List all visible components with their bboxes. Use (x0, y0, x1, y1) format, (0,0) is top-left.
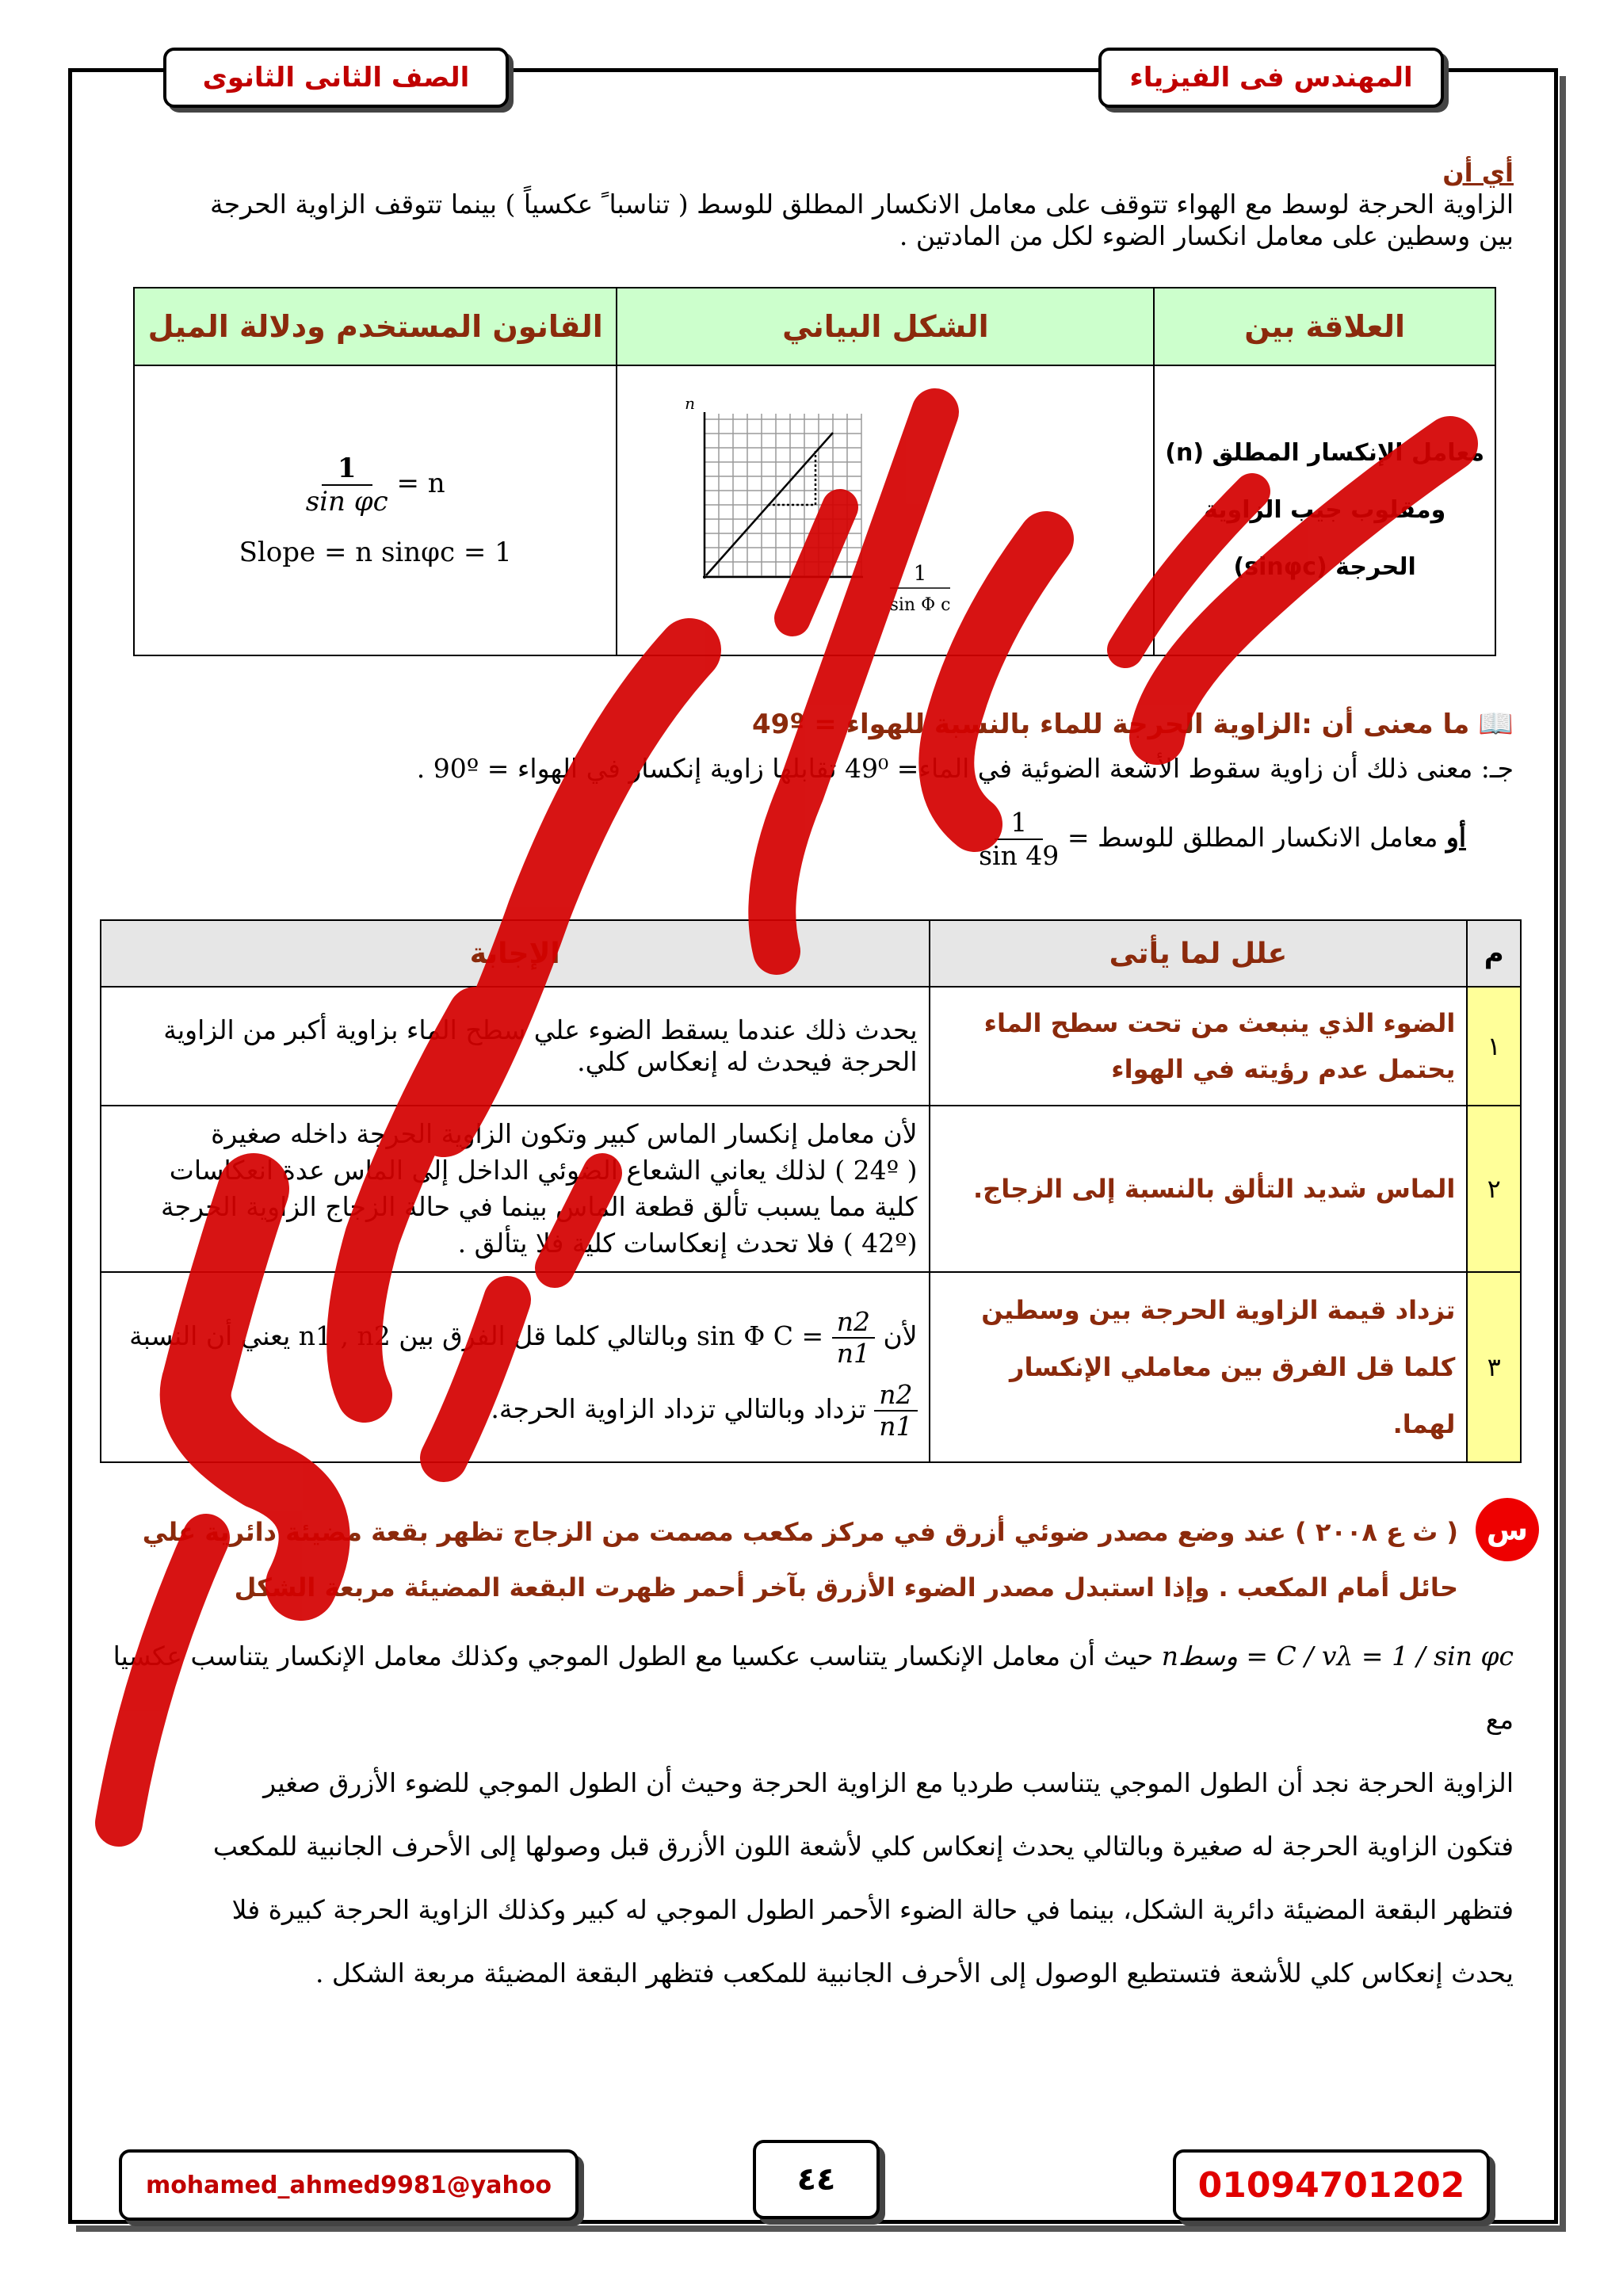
header-left-title: الصف الثانى الثانوى (163, 48, 509, 108)
reason-q-line: لهما. (1392, 1409, 1456, 1439)
law-cell (134, 365, 617, 655)
reason-a-frac-den: n1 (879, 1411, 913, 1442)
reason-a-sin-formula (697, 1293, 875, 1380)
reason-row-question (930, 1106, 1468, 1272)
reason-row-answer (101, 987, 930, 1106)
reason-a-frac-num: n2 (832, 1307, 875, 1339)
intro-label: أي أن (1442, 158, 1514, 188)
meaning-or-text: معامل الانكسار المطلق للوسط = (1067, 822, 1438, 853)
reason-a-line: (42º ) فلا تحدث إنعكاسات كلية فلا يتألق . (457, 1228, 918, 1259)
law-slope: Slope = n sinφc = 1 (239, 537, 512, 568)
reason-row (101, 1106, 1521, 1272)
meaning-or-den: sin 49 (979, 840, 1060, 871)
reason-row (101, 1272, 1521, 1462)
relation-header-law: القانون المستخدم ودلالة الميل (134, 288, 617, 365)
answer-line-4: فتظهر البقعة المضيئة دائرية الشكل، بينما في حالة الضوء الأحمر الطول الموجي له كبير وكذلك الزاوية الحرجة كبيرة فلا (231, 1894, 1514, 1925)
reason-a-line: ( 24º ) لذلك يعاني الشعاع الضوئي الداخل إلى الماس عدة انعكاسات (169, 1155, 918, 1186)
question-text (111, 1504, 1458, 1615)
meaning-question-text: ما معنى أن :الزاوية الحرجة للماء بالنسبة للهواء = 49º (751, 709, 1470, 740)
reason-a-line: كلية مما يسبب تألق قطعة الماس بينما في حالة الزجاج الزاوية الحرجة (160, 1191, 918, 1222)
reason-q-line: الضوء الذي ينبعث من تحت سطح الماء (983, 1008, 1456, 1038)
question-badge: س (1476, 1498, 1539, 1561)
reason-q-line: يحتمل عدم رؤيته في الهواء (1111, 1054, 1456, 1084)
book-icon: 📖 (1478, 708, 1514, 740)
header-right-title: المهندس فى الفيزياء (1098, 48, 1444, 108)
reason-a-formula-line (113, 1293, 918, 1380)
reason-row-num: ١ (1467, 987, 1521, 1106)
meaning-question (111, 707, 1514, 740)
relation-header-graph: الشكل البياني (617, 288, 1154, 365)
relation-header-relation: العلاقة بين (1154, 288, 1495, 365)
reason-header-answer: الإجابة (101, 920, 930, 987)
reason-a-line: لأن معامل إنكسار الماس كبير وتكون الزاوية الحرجة داخله صغيرة (211, 1118, 918, 1149)
answer-line-2: الزاوية الحرجة نجد أن الطول الموجي يتناسب طرديا مع الزاوية الحرجة وحيث أن الطول الموجي للضوء الأزرق صغير (263, 1767, 1514, 1798)
intro-line-1: الزاوية الحرجة لوسط مع الهواء تتوقف على معامل الانكسار المطلق للوسط ( تناسبا ً عكسياً ) بينما تتوقف الزاوية الحرجة (210, 189, 1514, 220)
reason-row-question (930, 1272, 1468, 1462)
graph-x-label-num: 1 (914, 562, 927, 586)
graph-x-label-den: sin Φ c (889, 595, 951, 615)
meaning-or-fraction (979, 807, 1059, 872)
intro-line-2: بين وسطين على معامل انكسار الضوء لكل من المادتين . (899, 220, 1514, 251)
relation-cell (1154, 365, 1495, 655)
meaning-answer: جـ: معنى ذلك أن زاوية سقوط الأشعة الضوئية في الماء= 49⁰ تقابلها زاوية إنكسار في الهواء = 90º . (416, 753, 1514, 784)
relation-table (133, 287, 1496, 656)
graph-cell (617, 365, 1154, 655)
reason-q-line: الماس شديد التألق بالنسبة إلى الزجاج. (973, 1174, 1456, 1204)
reason-q-line: تزداد قيمة الزاوية الحرجة بين وسطين (981, 1295, 1456, 1325)
reason-a-sin: sin Φ C = (697, 1320, 824, 1351)
relation-line-2: ومقلوب جيب الزاوية (1204, 496, 1446, 524)
law-lhs: n = (396, 468, 445, 499)
reason-a-fraction (832, 1307, 875, 1369)
intro-paragraph (111, 157, 1514, 252)
reason-a-line: وبالتالي كلما قل الفرق بين n1 , n2 يعني أن النسبة (129, 1320, 689, 1351)
graph-svg (665, 398, 1109, 636)
answer-line-1: حيث أن معامل الإنكسار يتناسب عكسيا مع الطول الموجي وكذلك معامل الإنكسار يتناسب عكسيا مع (113, 1641, 1514, 1735)
law-formula (136, 453, 615, 518)
reason-row (101, 987, 1521, 1106)
reason-a-second-line (113, 1380, 918, 1442)
answer-line-3: فتكون الزاوية الحرجة له صغيرة وبالتالي يحدث إنعكاس كلي لأشعة اللون الأزرق قبل وصولها إلى الأحرف الجانبية للمكعب (212, 1831, 1514, 1862)
footer-email: mohamed_ahmed9981@yahoo (119, 2149, 579, 2221)
reason-header-num: م (1467, 920, 1521, 987)
answer-line-5: يحدث إنعكاس كلي للأشعة فتستطيع الوصول إلى الأحرف الجانبية للمكعب فتظهر البقعة المضيئة مربعة الشكل . (315, 1958, 1514, 1988)
law-num: 1 (322, 453, 372, 486)
relation-line-3: الحرجة (sinφc) (1233, 553, 1416, 581)
reason-row-question (930, 987, 1468, 1106)
law-den: sin φc (305, 486, 388, 518)
reason-row-num: ٢ (1467, 1106, 1521, 1272)
meaning-or (872, 807, 1466, 872)
question-answer (111, 1625, 1514, 2005)
reason-row-answer (101, 1106, 930, 1272)
question-line-2: حائل أمام المكعب . وإذا استبدل مصدر الضوء الأزرق بآخر أحمر ظهرت البقعة المضيئة مربعة الشكل (234, 1572, 1458, 1603)
reason-a-because: لأن (883, 1320, 918, 1351)
reason-table (100, 919, 1522, 1463)
reason-row-num: ٣ (1467, 1272, 1521, 1462)
reason-a-line: الحرجة فيحدث له إنعكاس كلي. (577, 1046, 918, 1077)
reason-header-question: علل لما يأتى (930, 920, 1468, 987)
reason-a-fraction-2 (874, 1380, 917, 1442)
reason-a-frac-num: n2 (874, 1380, 917, 1412)
reason-a-line: يحدث ذلك عندما يسقط الضوء علي سطح الماء بزاوية أكبر من الزاوية (163, 1014, 918, 1045)
reason-a-frac-den: n1 (836, 1338, 870, 1369)
law-fraction (306, 453, 388, 518)
answer-line-formula (111, 1625, 1514, 1752)
graph-y-label: n (685, 398, 696, 413)
footer-page-number: ٤٤ (753, 2140, 880, 2219)
reason-q-line: كلما قل الفرق بين معاملي الإنكسار (1010, 1352, 1456, 1382)
question-line-1: ( ث ع ٢٠٠٨ ) عند وضع مصدر ضوئي أزرق في مركز مكعب مصمت من الزجاج تظهر بقعة مضيئة دائرية علي (142, 1517, 1458, 1547)
meaning-or-label: أو (1445, 822, 1466, 853)
relation-line-1: معامل الإنكسار المطلق (n) (1165, 439, 1485, 467)
meaning-or-num: 1 (995, 807, 1043, 840)
reason-row-answer (101, 1272, 930, 1462)
reason-a-line: تزداد وبالتالي تزداد الزاوية الحرجة. (491, 1393, 866, 1424)
answer-formula: nوسط = C / vλ = 1 / sin φc (1161, 1641, 1514, 1671)
footer-phone: 01094701202 (1173, 2149, 1490, 2221)
